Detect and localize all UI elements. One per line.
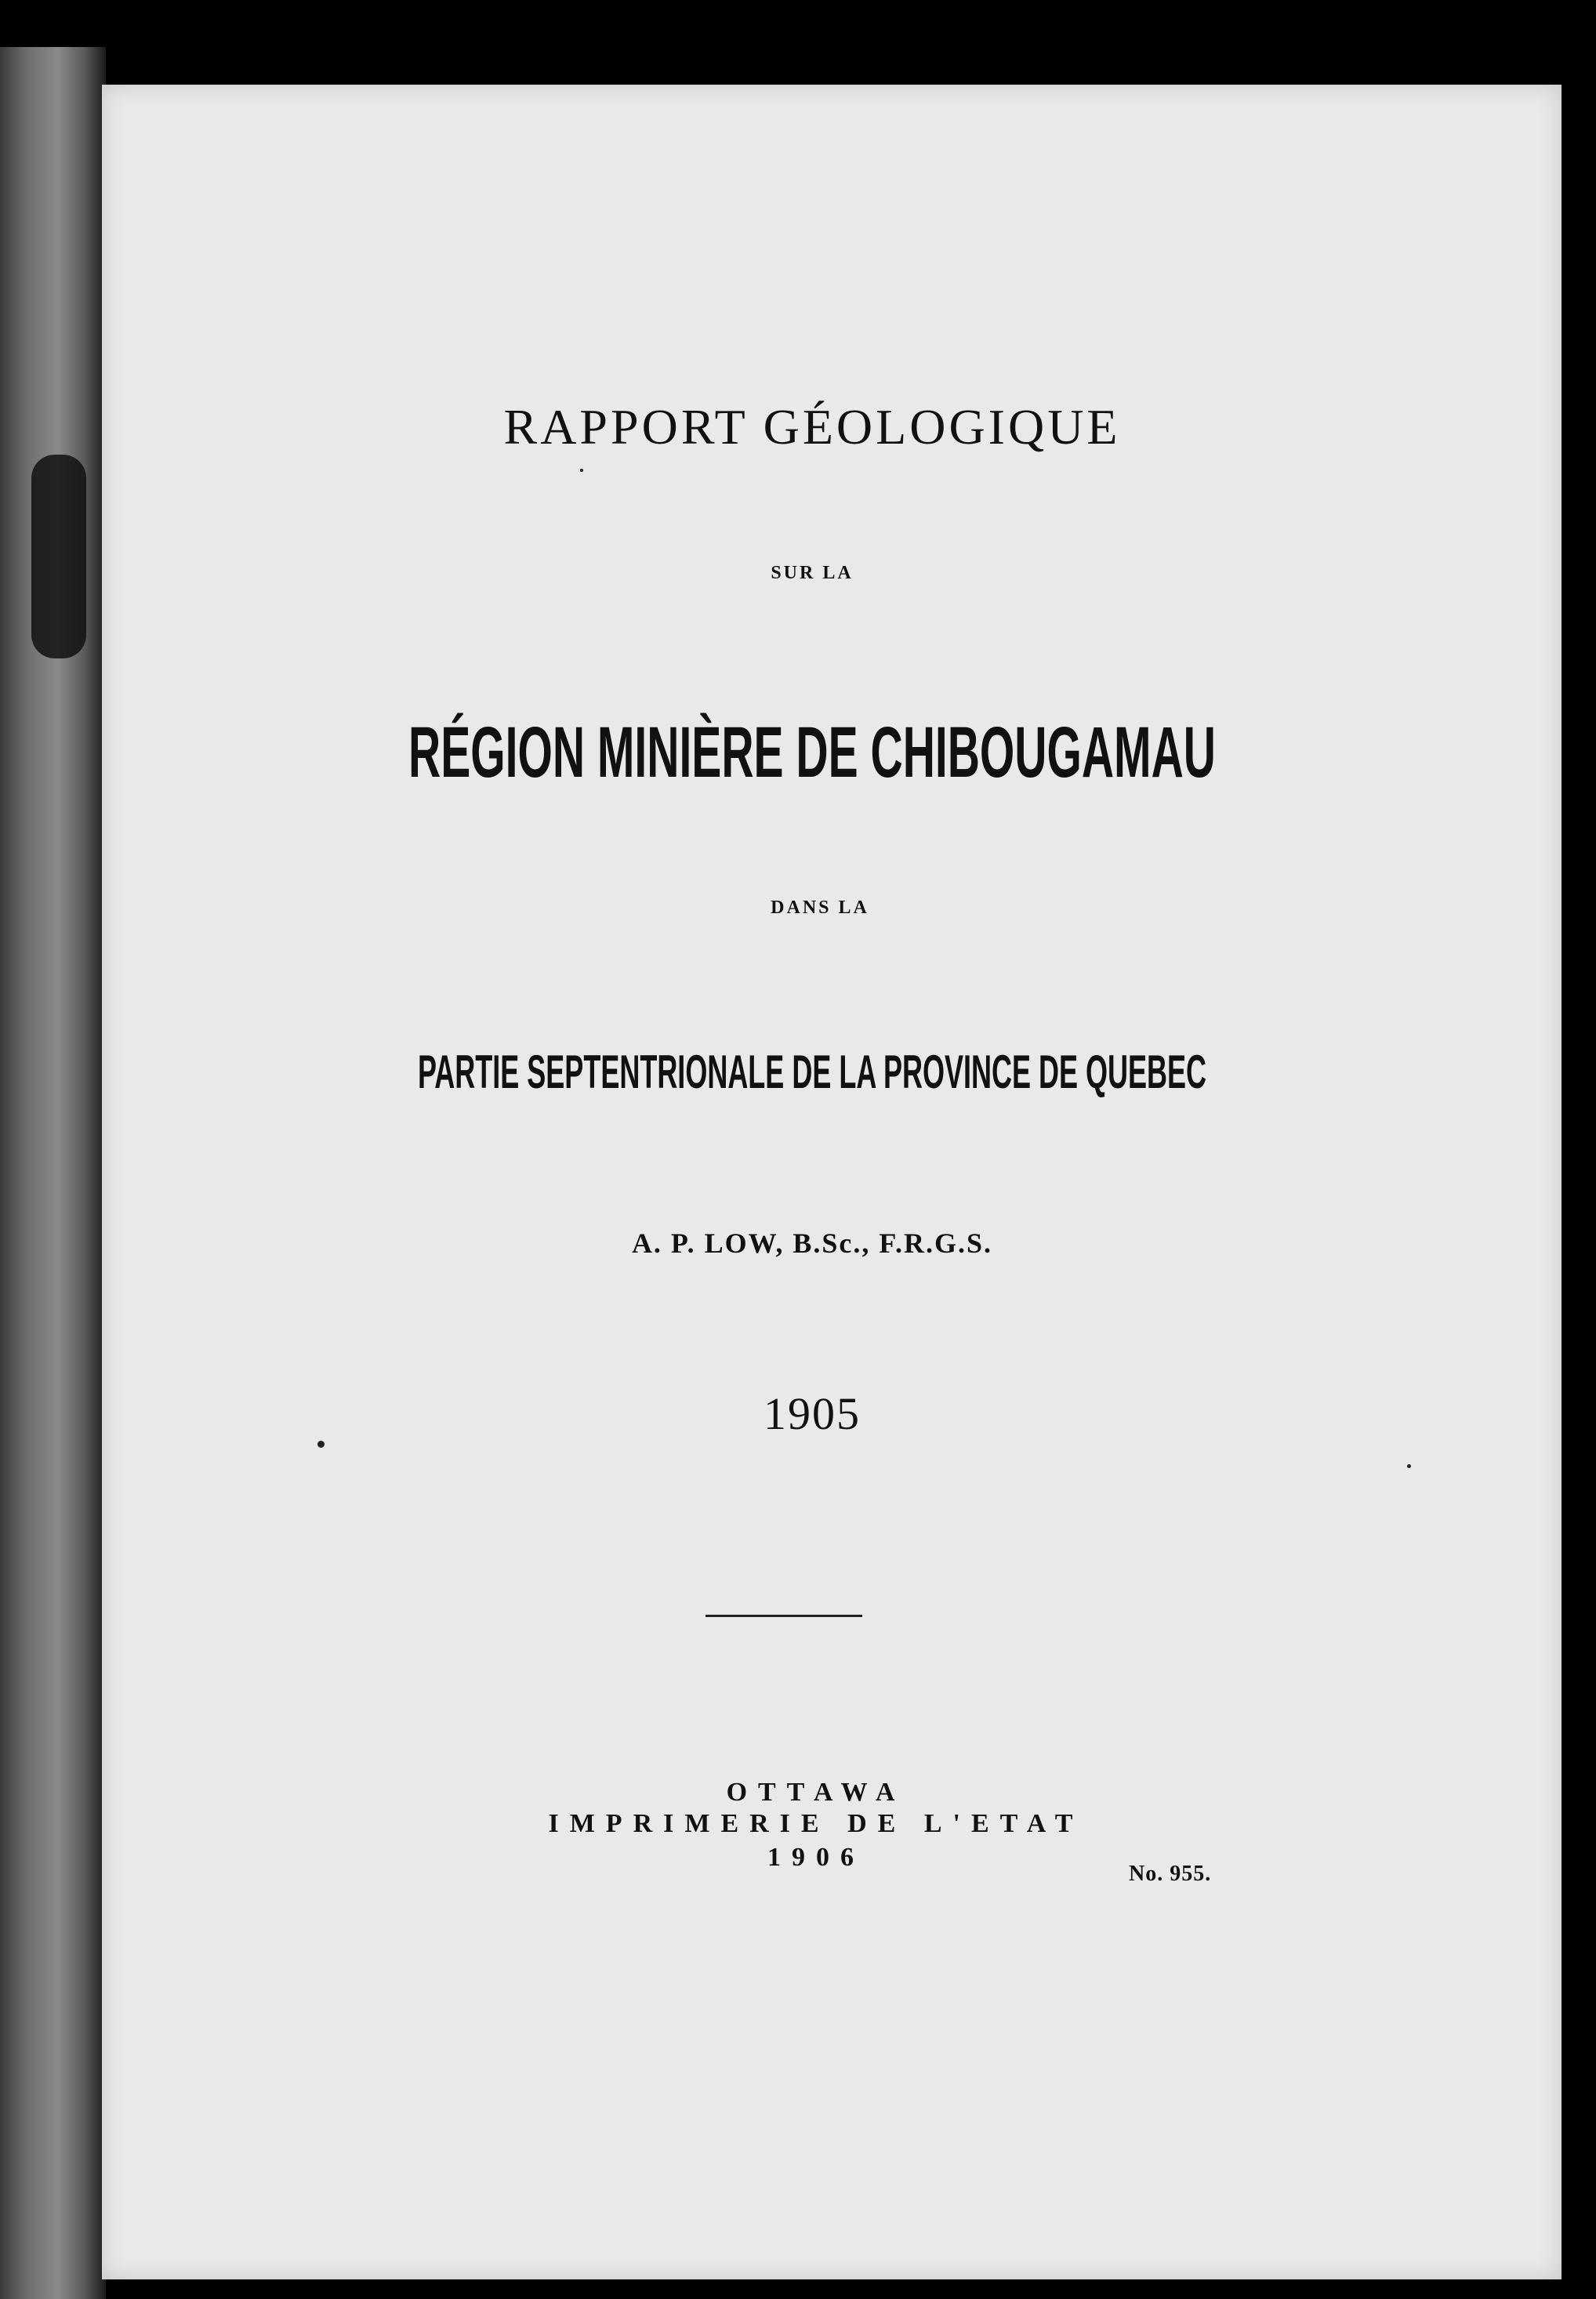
report-heading: RAPPORT GÉOLOGIQUE [503, 399, 1121, 455]
report-year: 1905 [764, 1388, 861, 1439]
divider-rule [706, 1615, 862, 1617]
spine-shadow [31, 455, 86, 658]
scan-speck [580, 469, 583, 472]
region-title: RÉGION MINIÈRE DE CHIBOUGAMAU [408, 713, 1216, 792]
imprint-year: 1906 [767, 1843, 865, 1872]
imprint-city: OTTAWA [726, 1778, 906, 1807]
province-subtitle: PARTIE SEPTENTRIONALE DE LA PROVINCE DE QUEBEC [417, 1046, 1207, 1098]
connector-dans-la: DANS LA [771, 897, 869, 918]
connector-sur-la: SUR LA [771, 563, 854, 583]
scan-speck [1407, 1464, 1411, 1468]
imprint-printer: IMPRIMERIE DE L'ETAT [548, 1809, 1084, 1838]
publication-number: No. 955. [1129, 1862, 1212, 1886]
author-line: A. P. LOW, B.Sc., F.R.G.S. [631, 1227, 993, 1259]
scan-speck [317, 1441, 325, 1448]
book-spine-edge [0, 47, 106, 2299]
title-page [102, 85, 1562, 2279]
